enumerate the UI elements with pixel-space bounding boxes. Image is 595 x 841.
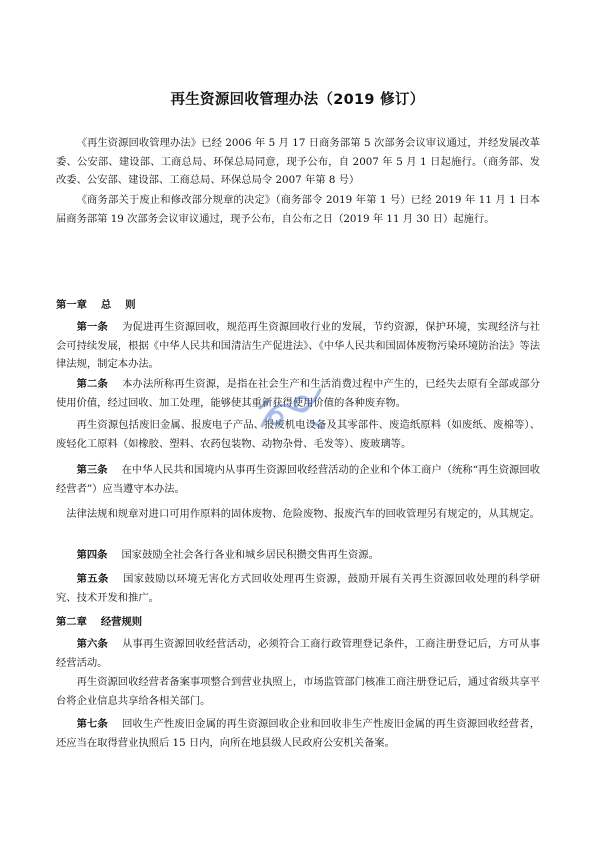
chapter-1-name-part1: 总 (100, 299, 112, 311)
intro-paragraph-1: 《再生资源回收管理办法》已经 2006 年 5 月 17 日商务部第 5 次部务会议审议通过，并经发展改革委、公安部、建设部、工商总局、环保总局同意，现予公布，自 2007 年 5 月 1 日起施行。（商务部、发改委、公安部、建设部、工商总局、环保总局令 2007 年第 8 号） (56, 137, 540, 187)
article-5-text: 国家鼓励以环境无害化方式回收处理再生资源，鼓励开展有关再生资源回收处理的科学研究、技术开发和推广。 (56, 573, 541, 604)
article-1-label: 第一条 (76, 321, 108, 333)
watermark-logo-icon (252, 378, 330, 440)
article-6-text: 从事再生资源回收经营活动，必须符合工商行政管理登记条件，工商注册登记后，方可从事经营活动。 (56, 638, 541, 669)
article-4 (56, 546, 540, 565)
intro-paragraph-2: 《商务部关于废止和修改部分规章的决定》（商务部令 2019 年第 1 号）已经 2019 年 11 月 1 日本届商务部第 19 次部务会议审议通过，现予公布，自公布之日（2019 年 11 月 30 日）起施行。 (56, 194, 540, 225)
article-6-label: 第六条 (76, 638, 108, 650)
article-2-label: 第二条 (76, 378, 108, 390)
chapter-2-heading (56, 613, 142, 628)
article-2-paragraph-2: 再生资源包括废旧金属、报废电子产品、报废机电设备及其零部件、废造纸原料（如废纸、废棉等）、废轻化工原料（如橡胶、塑料、农药包装物、动物杂骨、毛发等）、废玻璃等。 (56, 419, 540, 450)
article-1-text: 为促进再生资源回收，规范再生资源回收行业的发展，节约资源，保护环境，实现经济与社会可持续发展，根据《中华人民共和国清洁生产促进法》、《中华人民共和国固体废物污染环境防治法》等法律法规，制定本办法。 (56, 321, 541, 371)
chapter-1-heading (56, 296, 135, 311)
article-7-text: 回收生产性废旧金属的再生资源回收企业和回收非生产性废旧金属的再生资源回收经营者，还应当在取得营业执照后 15 日内，向所在地县级人民政府公安机关备案。 (56, 718, 541, 749)
article-7 (56, 715, 540, 752)
article-3-label: 第三条 (76, 464, 108, 476)
article-3-paragraph-2: 法律法规和规章对进口可用作原料的固体废物、危险废物、报废汽车的回收管理另有规定的，从其规定。 (66, 508, 540, 520)
article-5 (56, 570, 540, 607)
article-1 (56, 318, 540, 374)
article-7-label: 第七条 (76, 718, 108, 730)
article-3-text: 在中华人民共和国境内从事再生资源回收经营活动的企业和个体工商户（统称“再生资源回收经营者”）应当遵守本办法。 (56, 464, 540, 495)
chapter-1-number: 第一章 (56, 299, 87, 311)
article-2-text: 本办法所称再生资源，是指在社会生产和生活消费过程中产生的，已经失去原有全部或部分使用价值，经过回收、加工处理，能够使其重新获得使用价值的各种废弃物。 (56, 378, 541, 409)
article-4-label: 第四条 (76, 549, 108, 561)
chapter-2-name: 经营规则 (100, 616, 143, 628)
document-title: 再生资源回收管理办法（2019 修订） (170, 92, 425, 108)
article-6 (56, 635, 540, 672)
article-5-label: 第五条 (76, 573, 109, 585)
chapter-2-number: 第二章 (56, 616, 87, 628)
article-3 (56, 461, 540, 498)
article-4-text: 国家鼓励全社会各行各业和城乡居民积攒交售再生资源。 (121, 549, 379, 561)
chapter-1-name-part2: 则 (125, 299, 136, 311)
article-6-paragraph-2: 再生资源回收经营者备案事项整合到营业执照上，市场监管部门核准工商注册登记后，通过省级共享平台将企业信息共享给各相关部门。 (56, 676, 540, 707)
